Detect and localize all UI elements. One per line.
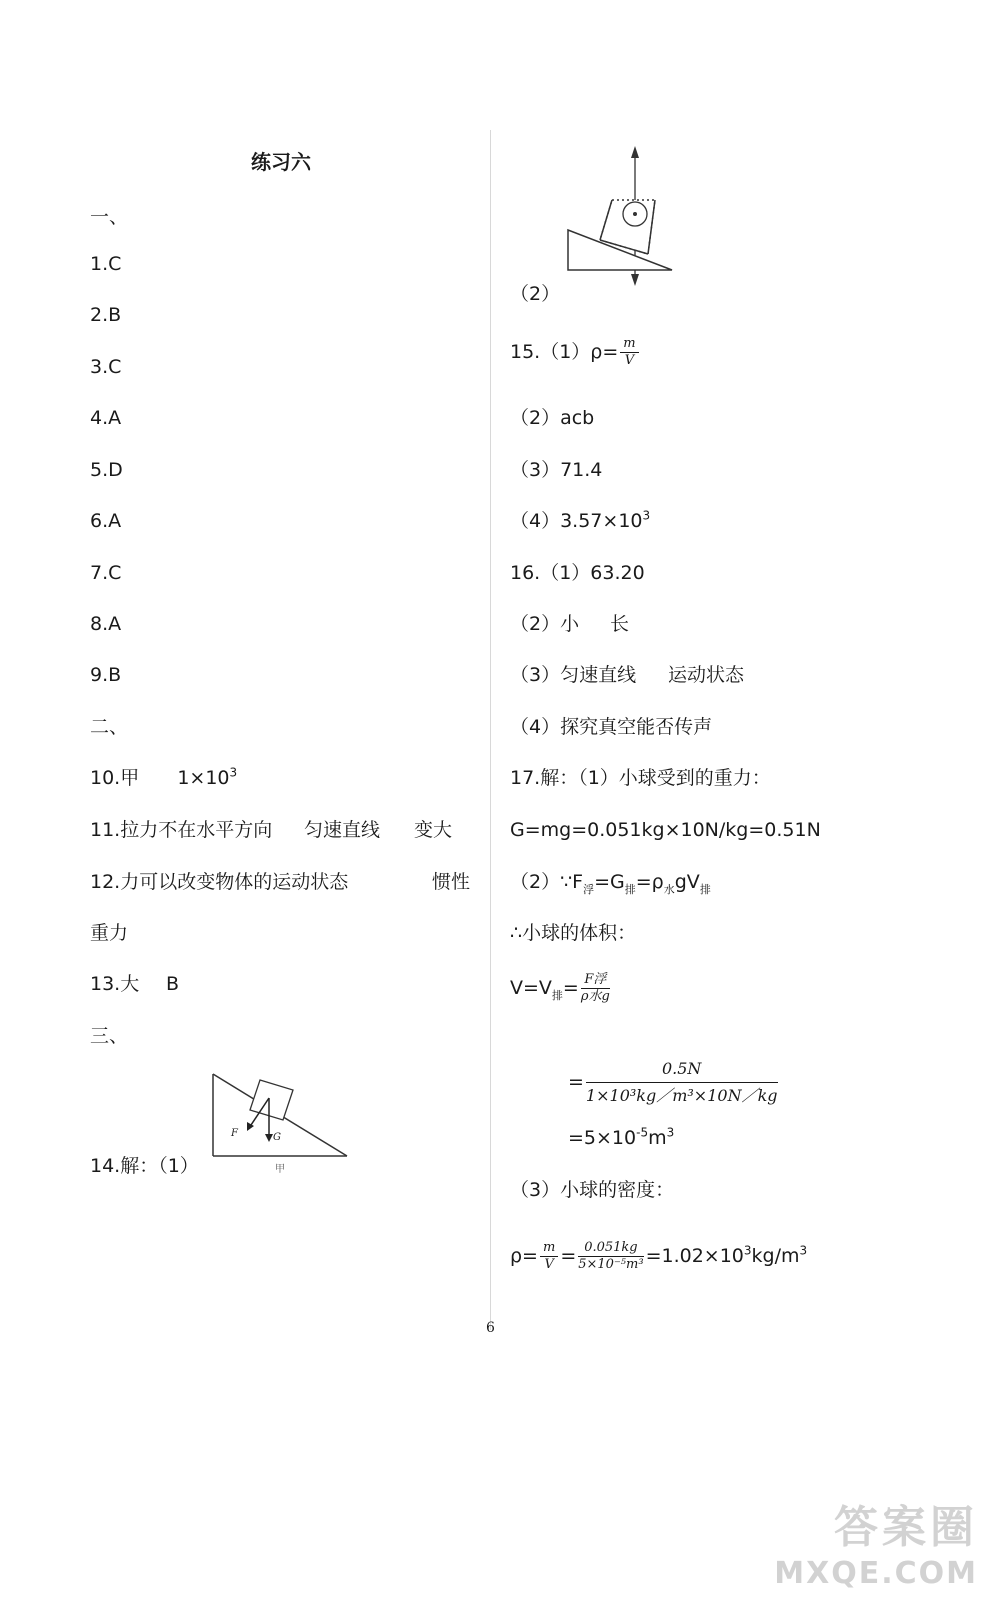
answer-10 [90,766,237,790]
watermark-url: MXQE.COM [774,1556,978,1591]
answer-9: 9.B [90,664,122,686]
answer-17-volume-formula [510,972,612,1005]
answer-16-part-3b: 运动状态 [668,664,745,686]
answer-10-label: 10.甲 [90,767,140,789]
volume-denominator: ρ水g [580,989,610,1004]
section-two-heading: 二、 [90,716,129,738]
answer-6: 6.A [90,510,122,532]
answer-17-volume-heading: ∴小球的体积： [510,922,637,944]
density-numerator: m [620,336,638,353]
section-three-heading: 三、 [90,1025,129,1047]
density-mv-numerator: m [540,1240,558,1257]
answer-15-part-4-value: （4）3.57×10 [510,510,643,532]
answer-13-part-1: 13.大 [90,973,140,995]
answer-16-part-2b: 长 [610,613,630,635]
answer-12-part-2: 惯性 [432,871,471,893]
answer-15-part-3: （3）71.4 [510,459,603,481]
density-formula-fraction [620,336,638,369]
density-mv-fraction [540,1240,558,1273]
volume-result-unit: m [648,1127,667,1149]
answer-3: 3.C [90,356,122,378]
answer-11-part-1: 11.拉力不在水平方向 [90,819,273,841]
volume-result-exp: -5 [636,1125,649,1140]
volume-fraction [581,972,610,1005]
density-result-exp: 3 [743,1243,752,1258]
density-denominator: V [624,353,635,368]
answer-16-part-1: 16.（1）63.20 [510,562,645,584]
answer-7: 7.C [90,562,122,584]
answer-17-volume-result [568,1126,674,1150]
volume-eq-a: V=V [510,977,552,999]
page-number: 6 [486,1320,495,1336]
buoyancy-eq-b: =G [594,871,625,893]
volume-numerator: F浮 [581,972,610,989]
answer-13-part-2: B [166,973,180,995]
force-f-label: F [231,1128,238,1139]
buoyancy-eq-a: （2）∵F [510,871,584,893]
answer-15-label: 15.（1）ρ= [510,341,619,363]
answer-14-part-1: 14.解：（1） [90,1155,199,1177]
figure-caption: 甲 [275,1164,285,1175]
density-result-unit: kg/m [751,1245,800,1267]
answer-14-part-2: （2） [510,283,561,305]
answer-8: 8.A [90,613,122,635]
answer-17-heading: 17.解：（1）小球受到的重力： [510,767,771,789]
volume-result-a: =5×10 [568,1127,637,1149]
answer-11-part-3: 变大 [414,819,453,841]
answer-2: 2.B [90,304,122,326]
answer-15-part-1 [510,336,641,369]
density-value-numerator: 0.051kg [578,1240,643,1257]
answer-17-part-3: （3）小球的密度： [510,1179,675,1201]
answer-11-part-2: 匀速直线 [304,819,381,841]
answer-17-volume-substitution [568,1056,780,1109]
density-eq-a: ρ= [510,1245,538,1267]
density-value-fraction [578,1240,643,1273]
answer-1: 1.C [90,253,122,275]
density-result-a: =1.02×10 [645,1245,744,1267]
answer-4: 4.A [90,407,122,429]
buoyancy-sub-3: 水 [663,882,675,896]
buoyancy-sub-4: 排 [699,882,711,896]
page-title: 练习六 [251,150,311,174]
answer-15-part-4-exponent: 3 [642,508,651,523]
density-eq-sign: = [560,1245,577,1267]
buoyancy-eq-c: =ρ [635,871,664,893]
force-g-label: G [273,1132,281,1143]
answer-10-exponent: 3 [229,765,238,780]
volume-eq-sign: = [562,977,579,999]
answer-10-value: 1×10 [177,767,230,789]
section-one-heading: 一、 [90,206,129,228]
column-divider [490,130,491,1330]
answer-15-part-2: （2）acb [510,407,595,429]
answer-15-part-4 [510,509,650,533]
answer-17-density-formula [510,1240,807,1273]
answer-17-gravity: G=mg=0.051kg×10N/kg=0.51N [510,819,821,841]
volume-sub: 排 [551,988,563,1002]
buoyancy-sub-1: 浮 [583,882,595,896]
floating-ball-diagram [560,142,690,287]
answer-16-part-2a: （2）小 [510,613,580,635]
answer-16-part-4: （4）探究真空能否传声 [510,716,713,738]
density-result-unit-exp: 3 [799,1243,808,1258]
answer-12-part-1: 12.力可以改变物体的运动状态 [90,871,349,893]
density-value-denominator: 5×10⁻⁵m³ [578,1257,644,1272]
buoyancy-eq-d: gV [674,871,700,893]
volume-substitution-numerator: 0.5N [586,1056,778,1083]
volume-result-unit-exp: 3 [666,1125,675,1140]
answer-12-continued: 重力 [90,922,129,944]
answer-17-part-2 [510,870,711,894]
volume-substitution-denominator: 1×10³kg／m³×10N／kg [585,1086,778,1105]
volume-sub-eq: = [568,1071,584,1093]
incline-force-diagram [205,1068,355,1176]
answer-16-part-3a: （3）匀速直线 [510,664,637,686]
answer-5: 5.D [90,459,123,481]
density-mv-denominator: V [544,1257,554,1272]
volume-substitution-fraction [586,1056,778,1109]
buoyancy-sub-2: 排 [624,882,636,896]
watermark-logo: 答案圈 [834,1502,978,1553]
